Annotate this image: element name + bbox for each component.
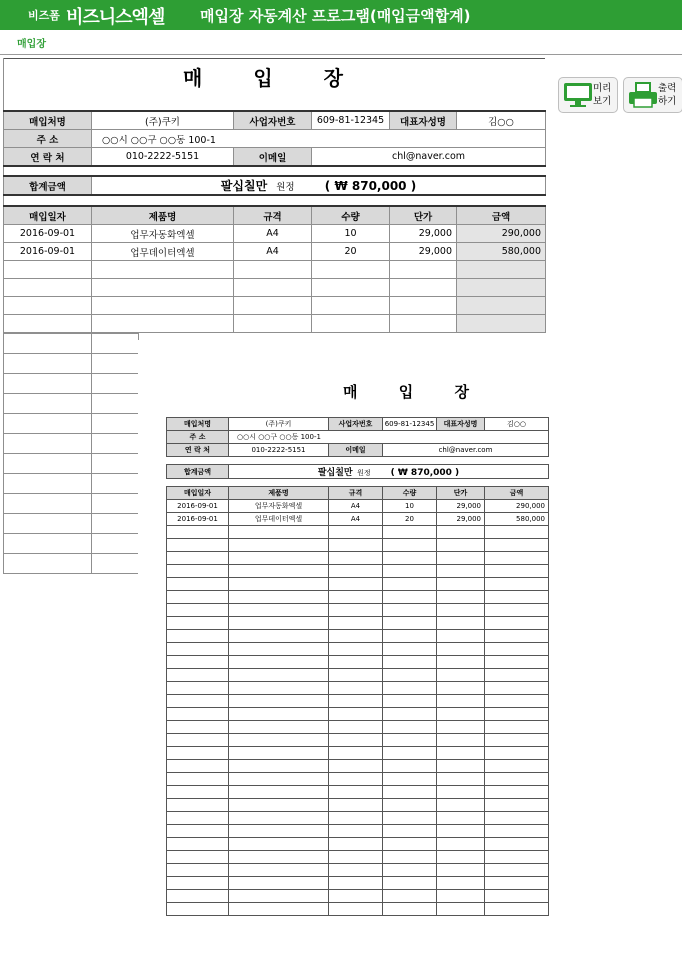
print-preview	[138, 340, 682, 962]
preview-col-date: 매입일자	[167, 487, 229, 500]
preview-title: 매 입 장	[343, 383, 487, 401]
table-row	[167, 578, 549, 591]
email-label: 이메일	[234, 148, 312, 167]
total-amount: ( ₩ 870,000 )	[324, 179, 417, 193]
preview-button-label: 미리 보기	[593, 83, 612, 107]
table-row	[167, 695, 549, 708]
col-date: 매입일자	[4, 206, 92, 225]
address-value[interactable]: ○○시 ○○구 ○○동 100-1	[92, 130, 546, 148]
print-button-label: 출력 하기	[658, 83, 677, 107]
table-row	[167, 747, 549, 760]
print-button[interactable]	[623, 77, 682, 113]
table-row	[167, 903, 549, 916]
preview-supplier-label: 매입처명	[167, 418, 229, 431]
preview-address-value: ○○시 ○○구 ○○동 100-1	[229, 431, 549, 444]
table-row	[167, 656, 549, 669]
table-row	[167, 786, 549, 799]
table-row	[167, 864, 549, 877]
table-row	[167, 552, 549, 565]
sheet-left-columns	[3, 333, 139, 574]
preview-col-spec: 규격	[329, 487, 383, 500]
preview-total-table	[166, 464, 549, 479]
cell-spec[interactable]: A4	[234, 243, 312, 261]
preview-button[interactable]	[558, 77, 618, 113]
contact-label: 연 락 처	[4, 148, 92, 167]
bizno-label: 사업자번호	[234, 111, 312, 130]
table-row	[167, 604, 549, 617]
preview-total-amount: ( ₩ 870,000 )	[390, 468, 460, 478]
preview-supplier-value: (주)쿠키	[229, 418, 329, 431]
cell-date[interactable]: 2016-09-01	[4, 243, 92, 261]
preview-email-label: 이메일	[329, 444, 383, 457]
table-row	[167, 812, 549, 825]
won-label: 원정	[276, 182, 295, 193]
brand-logo-text: 비즈니스엑셀	[66, 7, 165, 28]
preview-supplier-table	[166, 417, 549, 457]
table-row	[167, 773, 549, 786]
preview-items-table	[166, 486, 549, 916]
preview-col-amount: 금액	[485, 487, 549, 500]
col-qty: 수량	[312, 206, 390, 225]
table-row	[167, 890, 549, 903]
table-row[interactable]	[4, 243, 546, 261]
total-hangul: 팔십칠만	[220, 179, 268, 193]
ceo-label: 대표자성명	[390, 111, 457, 130]
ceo-value[interactable]: 김○○	[457, 111, 546, 130]
page-title: 매 입 장	[183, 66, 365, 90]
total-label: 합계금액	[4, 176, 92, 195]
preview-total-label: 합계금액	[167, 465, 229, 479]
preview-email-value: chl@naver.com	[383, 444, 549, 457]
table-row[interactable]	[4, 261, 546, 279]
email-value[interactable]: chl@naver.com	[312, 148, 546, 167]
contact-value[interactable]: 010-2222-5151	[92, 148, 234, 167]
total-value	[92, 176, 546, 195]
preview-total-value	[229, 465, 549, 479]
col-price: 단가	[390, 206, 457, 225]
preview-won-label: 원정	[357, 469, 371, 477]
col-spec: 규격	[234, 206, 312, 225]
preview-ceo-label: 대표자성명	[437, 418, 485, 431]
printer-icon	[628, 82, 658, 108]
col-product: 제품명	[92, 206, 234, 225]
cell-product[interactable]: 업무데이터엑셀	[92, 243, 234, 261]
table-row	[167, 526, 549, 539]
brand-small: 비즈폼	[28, 9, 60, 22]
preview-ceo-value: 김○○	[485, 418, 549, 431]
table-row[interactable]	[4, 225, 546, 243]
total-table	[3, 175, 546, 196]
table-row	[167, 643, 549, 656]
table-row	[167, 760, 549, 773]
supplier-value[interactable]: (주)쿠키	[92, 111, 234, 130]
cell-date[interactable]: 2016-09-01	[4, 225, 92, 243]
items-table	[3, 205, 546, 333]
table-row	[167, 591, 549, 604]
app-title: 매입장 자동계산 프로그램(매입금액합계)	[200, 7, 471, 25]
cell-qty[interactable]: 10	[312, 225, 390, 243]
cell-price[interactable]: 29,000	[390, 225, 457, 243]
preview-bizno-label: 사업자번호	[329, 418, 383, 431]
table-row	[167, 630, 549, 643]
cell-spec[interactable]: A4	[234, 225, 312, 243]
preview-bizno-value: 609-81-12345	[383, 418, 437, 431]
preview-contact-label: 연 락 처	[167, 444, 229, 457]
cell-product[interactable]: 업무자동화엑셀	[92, 225, 234, 243]
table-row	[167, 877, 549, 890]
table-row	[167, 799, 549, 812]
monitor-icon	[563, 82, 593, 108]
table-row	[167, 682, 549, 695]
table-row	[167, 851, 549, 864]
sheet-tab-bar	[0, 30, 682, 55]
preview-col-product: 제품명	[229, 487, 329, 500]
address-label: 주 소	[4, 130, 92, 148]
table-row[interactable]	[4, 297, 546, 315]
preview-contact-value: 010-2222-5151	[229, 444, 329, 457]
preview-address-label: 주 소	[167, 431, 229, 444]
table-row	[167, 838, 549, 851]
table-row	[167, 565, 549, 578]
table-row	[167, 825, 549, 838]
preview-col-qty: 수량	[383, 487, 437, 500]
table-row	[167, 734, 549, 747]
cell-price[interactable]: 29,000	[390, 243, 457, 261]
table-row	[167, 721, 549, 734]
table-row: 2016-09-01 업무자동화엑셀 A4 10 29,000 290,000	[167, 500, 549, 513]
app-header	[0, 0, 682, 30]
cell-amount: 580,000	[457, 243, 546, 261]
cell-amount: 290,000	[457, 225, 546, 243]
table-row[interactable]	[4, 315, 546, 333]
table-row: 2016-09-01 업무데이터엑셀 A4 20 29,000 580,000	[167, 513, 549, 526]
table-row	[167, 708, 549, 721]
preview-col-price: 단가	[437, 487, 485, 500]
tab-purchase-ledger[interactable]: 매입장	[17, 39, 46, 50]
supplier-info-table	[3, 110, 546, 167]
supplier-label: 매입처명	[4, 111, 92, 130]
bizno-value[interactable]: 609-81-12345	[312, 111, 390, 130]
table-row	[167, 617, 549, 630]
preview-total-hangul: 팔십칠만	[317, 468, 353, 478]
cell-qty[interactable]: 20	[312, 243, 390, 261]
col-amount: 금액	[457, 206, 546, 225]
table-row[interactable]	[4, 279, 546, 297]
table-row	[167, 669, 549, 682]
table-row	[167, 539, 549, 552]
